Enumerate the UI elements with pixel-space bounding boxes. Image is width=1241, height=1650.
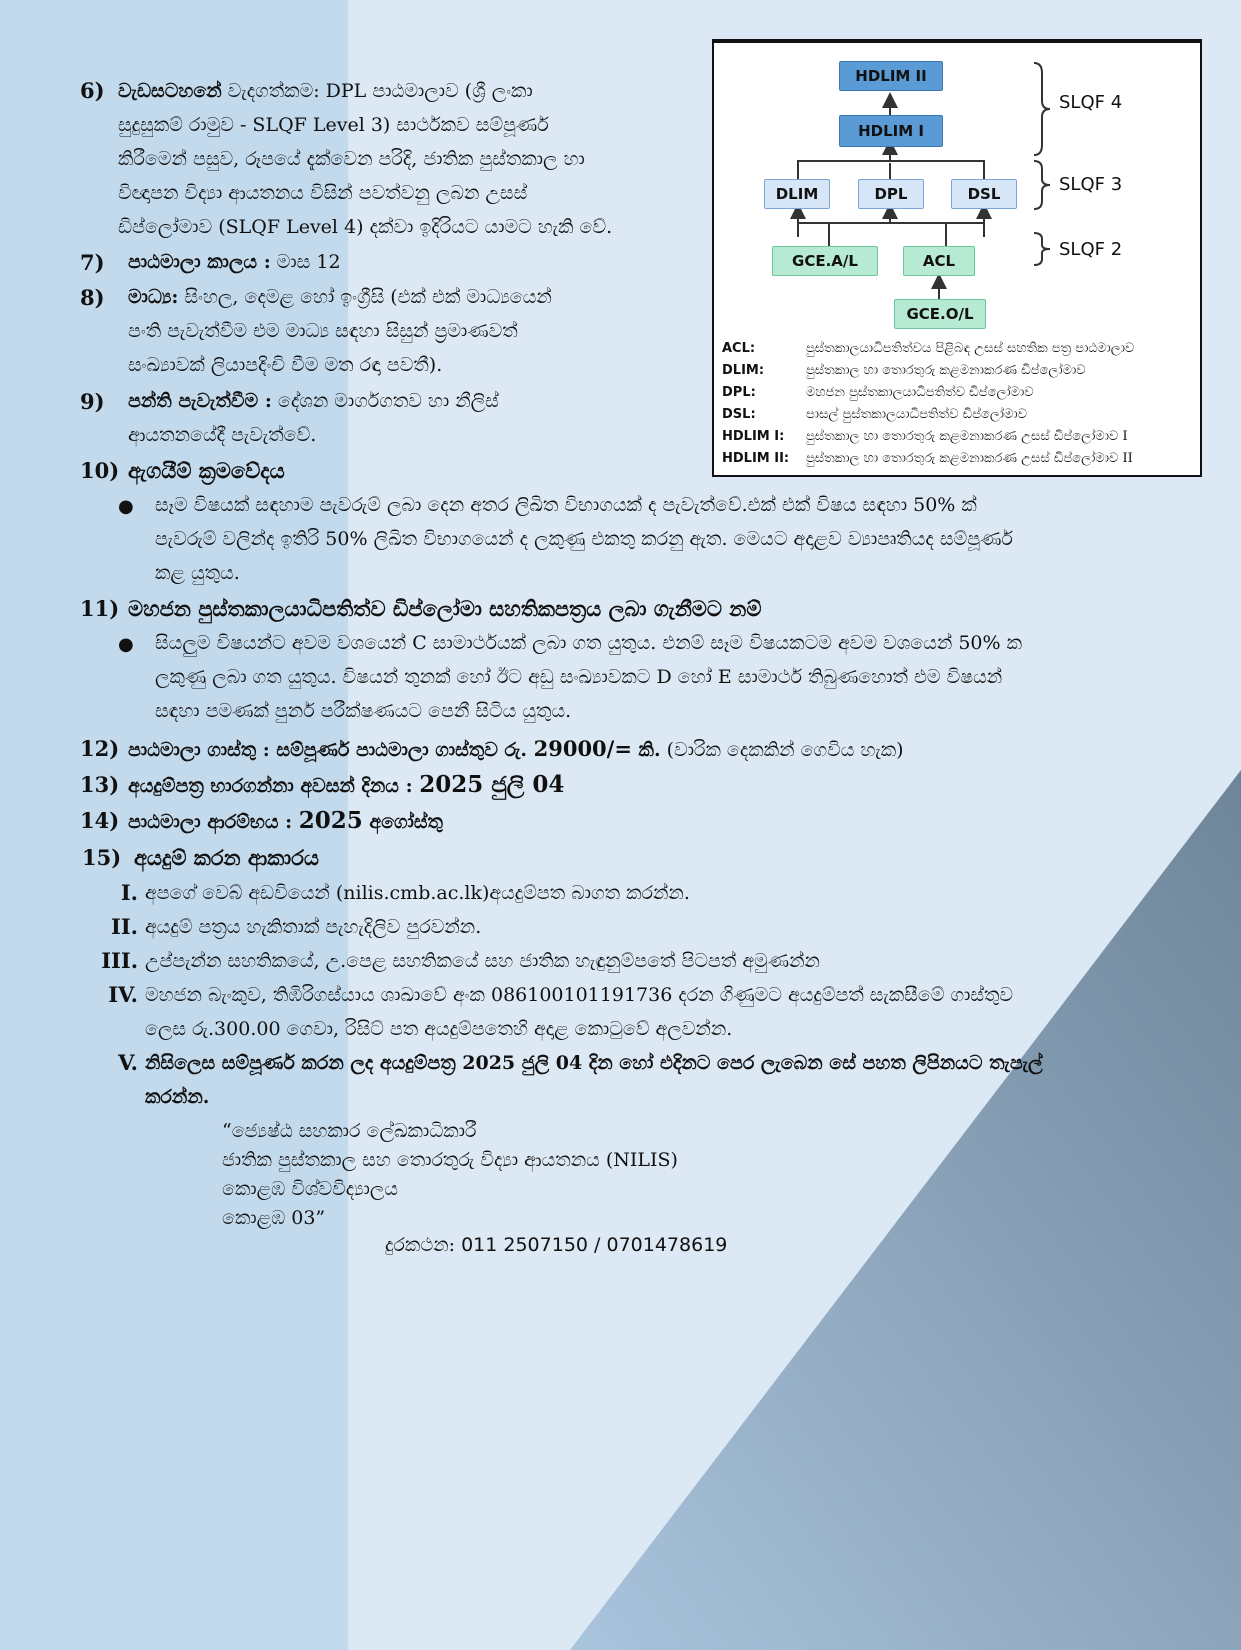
item-10-number: 10) [80,458,120,483]
address-line-2: ජාතික පුස්තකාල සහ තොරතුරු විද්‍යා ආයතනය (NILIS) [222,1149,678,1171]
legend-value: පාසල් පුස්තකාලයාධිපතිත්ව ඩිප්ලෝමාව [806,407,1028,422]
item-9-number: 9) [80,389,105,414]
item-12-label: පාඨමාලා ගාස්තු : සම්පූර්ණ පාඨමාලා ගාස්තුව රු. [128,739,534,761]
step-5-text-2: කරන්න. [145,1086,210,1108]
legend-value: පුස්තකාලයාධිපතිත්වය පිළිබඳ උසස් සහතික පත්‍ර පාඨමාලාව [806,341,1135,356]
item-13-number: 13) [80,772,120,797]
item-6-line-5: ඩිප්ලෝමාව (SLQF Level 4) දක්වා ඉදිරියට යාමට හැකි වේ. [118,216,613,238]
step-2-number: II. [111,914,138,939]
legend-key: DSL: [722,407,756,422]
step-4-text-2: ලෙස රු.300.00 ගෙවා, රිසිට් පත අයදුම්පතෙහි අදාළ කොටුවේ අලවන්න. [145,1018,733,1040]
item-9-line-1 [128,390,499,412]
box-hdlim-ii: HDLIM II [839,61,943,91]
item-8-number: 8) [80,285,105,310]
step-5-text-1: නිසිලෙස සම්පූර්ණ කරන ලද අයදුම්පත්‍ර 2025 ජුලි 04 දින හෝ එදිනට පෙර ලැබෙන සේ පහත ලිපිනයට තැපැල් [145,1052,1043,1074]
legend-key: HDLIM I: [722,429,785,444]
label-slqf-3: SLQF 3 [1059,174,1123,195]
brace-slqf4 [1034,63,1050,155]
item-8-line-2: පංති පැවැත්වීම එම මාධ්‍ය සඳහා සිසුන් ප්‍රමාණවත් [128,320,518,342]
address-line-1: “ජ්‍යෙෂ්ඨ සහකාර ලේඛකාධිකාරී [222,1120,477,1142]
legend-value: පුස්තකාල හා තොරතුරු කළමනාකරණ උසස් ඩිප්ලෝමාව II [806,451,1133,466]
legend-value: පුස්තකාල හා තොරතුරු කළමනාකරණ උසස් ඩිප්ලෝමාව I [806,429,1128,444]
item-8-label: මාධ්‍ය: [128,286,179,308]
address-line-3: කොළඹ විශ්වවිද්‍යාලය [222,1178,399,1200]
step-1-text: අපගේ වෙබ් අඩවියෙන් (nilis.cmb.ac.lk)අයදුම්පත බාගත කරන්න. [145,882,690,904]
item-6-line-4: විඥාපන විද්‍යා ආයතනය විසින් පවත්වනු ලබන උසස් [118,182,528,204]
item-11-bullet: ● [118,634,134,655]
step-5-number: V. [118,1050,138,1075]
label-slqf-2: SLQF 2 [1059,239,1123,260]
item-10-line-1: සෑම විෂයක් සඳහාම පැවරුම් ලබා දෙන අතර ලිඛිත විභාගයක් ද පැවැත්වේ.එක් එක් විෂය සඳහා 50% ක් [155,494,977,516]
item-6-line-1 [118,80,680,102]
item-8-line-3: සංඛ්‍යාවක් ලියාපදිංචි වීම මත රඳා පවතී). [128,354,443,376]
label-slqf-4: SLQF 4 [1059,92,1123,113]
item-14-label: පාඨමාලා ආරම්භය : [128,811,299,833]
item-6-line-1-text: වැදගත්කම: DPL පාඨමාලාව (ශ්‍රී ලංකා [221,80,533,102]
item-13-label: අයදුම්පත්‍ර භාරගන්නා අවසන් දිනය : [128,775,420,797]
item-13-line [128,771,564,798]
item-7-label: පාඨමාලා කාලය : [128,251,271,273]
item-12-amount: 29000/= [533,736,632,761]
item-14-number: 14) [80,808,120,833]
legend-key: ACL: [722,341,756,356]
step-1-number: I. [120,880,138,905]
item-6-line-3: කිරීමෙන් පසුව, රූපයේ දැක්වෙන පරිදි, ජාතික පුස්තකාල හා [118,148,585,170]
step-3-number: III. [101,948,138,973]
phone-number: 011 2507150 / 0701478619 [461,1234,728,1256]
legend-value: මහජන පුස්තකාලයාධිපතිත්ව ඩිප්ලෝමාව [806,385,1034,400]
item-14-month: අගෝස්තු [362,811,443,833]
item-11-line-2: ලකුණු ලබා ගත යුතුය. විෂයන් තුනක් හෝ ඊට අඩු සංඛ්‍යාවකට D හෝ E සාමාර්ථ තිබුණහොත් එම විෂයන් [155,666,1003,688]
box-gce-ol: GCE.O/L [894,299,986,329]
item-11-line-3: සඳහා පමණක් පුනර් පරීක්ෂණයට පෙනී සිටිය යුතුය. [155,700,572,722]
item-7-number: 7) [80,250,105,275]
legend-key: DLIM: [722,363,765,378]
brace-slqf3 [1034,161,1050,209]
phone-line [385,1234,727,1256]
item-6-number: 6) [80,78,105,103]
brace-slqf2 [1034,233,1050,265]
item-6-line-2: සුදුසුකම් රාමුව - SLQF Level 3) සාර්ථකව සම්පූර්ණ [118,114,549,136]
legend-key: HDLIM II: [722,451,790,466]
item-10-bullet: ● [118,496,134,517]
box-gce-al: GCE.A/L [772,246,878,276]
item-11-title: මහජන පුස්තකාලයාධිපතිත්ව ඩිප්ලෝමා සහතිකපත්‍රය ලබා ගැනීමට නම් [128,596,762,621]
item-10-line-3: කළ යුතුය. [155,562,240,584]
item-15-title: අයදුම් කරන ආකාරය [134,845,319,870]
qualification-pathway-diagram [712,39,1202,477]
legend-value: පුස්තකාල හා තොරතුරු කළමනාකරණ ඩිප්ලෝමාව [806,363,1086,378]
item-9-label: පන්ති පැවැත්වීම : [128,390,272,412]
item-14-line [128,807,443,834]
item-12-line [128,736,904,761]
item-9-line-1-text: දේශන මාර්ගගතව හා නීලිස් [271,390,499,412]
item-13-date: 2025 ජුලි 04 [419,771,565,798]
item-7-line [128,251,341,273]
item-12-number: 12) [80,736,120,761]
item-11-line-1: සියලුම විෂයන්ට අවම වශයෙන් C සාමාර්ථයක් ලබා ගත යුතුය. එනම් සෑම විෂයකටම අවම වශයෙන් 50% ක [155,632,1023,654]
legend-key: DPL: [722,385,756,400]
item-11-number: 11) [80,596,120,621]
step-4-number: IV. [108,982,138,1007]
box-dlim: DLIM [764,179,830,209]
item-9-line-2: ආයතනයේදී පැවැත්වේ. [128,424,317,446]
box-dpl: DPL [858,179,924,209]
item-10-title: ඇගයීම් ක්‍රමවේදය [128,458,285,483]
step-2-text: අයදුම් පත්‍රය හැකිතාක් පැහැදිලිව පුරවන්න. [145,916,482,938]
item-15-number: 15) [82,845,122,870]
box-hdlim-i: HDLIM I [839,115,943,147]
item-8-line-1-text: සිංහල, දෙමළ හෝ ඉංග්‍රීසි (එක් එක් මාධ්‍යයෙන් [178,286,552,308]
box-acl: ACL [903,246,975,276]
connector-slqf2 [798,223,984,237]
item-6-label: වැඩසටහනේ [118,80,222,102]
item-12-suffix: කි. [631,739,661,761]
box-dsl: DSL [951,179,1017,209]
step-3-text: උප්පැන්න සහතිකයේ, උ.පෙළ සහතිකයේ සහ ජාතික හැඳුනුම්පතේ පිටපත් අමුණන්න [145,950,820,972]
item-12-note: (වාරික දෙකකින් ගෙවිය හැක) [660,739,904,761]
phone-label: දුරකථන: [385,1234,462,1256]
item-14-year: 2025 [298,807,363,834]
item-7-value: මාස 12 [270,251,341,273]
item-10-line-2: පැවරුම් වලින්ද ඉතිරි 50% ලිඛිත විභාගයෙන් ද ලකුණු එකතු කරනු ඇත. මෙයට අදාළව ව්‍යාපෘතියද සම්පූර්ණ [155,528,1013,550]
step-4-text-1: මහජන බැංකුව, තිඹිරිගස්යාය ශාඛාවේ අංක 086100101191736 දරන ගිණුමට අයදුම්පත් සැකසීමේ ගාස්තුව [145,984,1014,1006]
item-8-line-1 [128,286,552,308]
address-line-4: කොළඹ 03” [222,1207,326,1229]
